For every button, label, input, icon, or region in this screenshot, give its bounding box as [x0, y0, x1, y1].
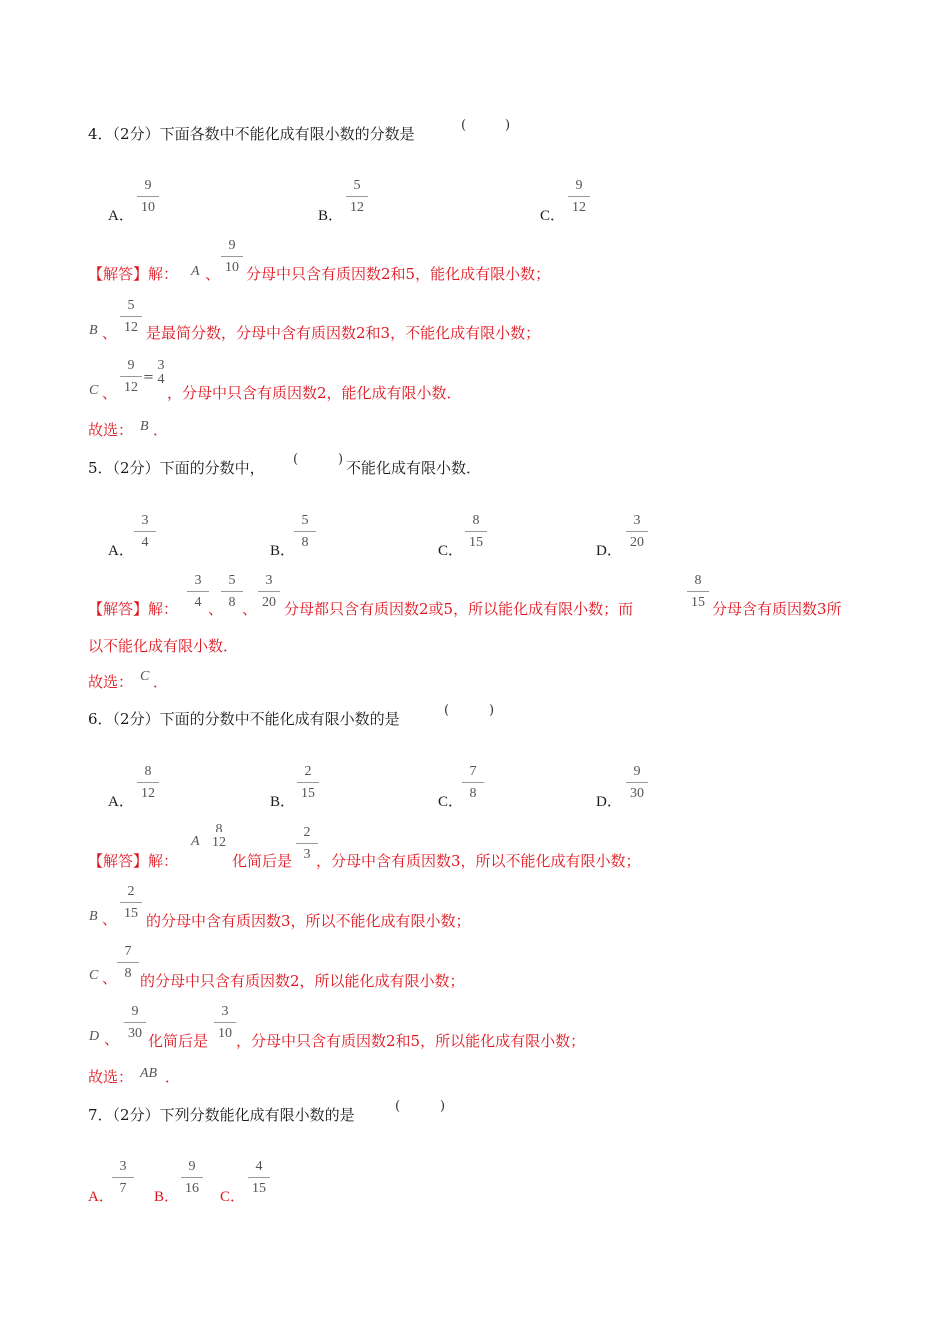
q6-option-d-fraction: $\frac{9}{30}$: [626, 764, 648, 802]
q6-sol-a-text-2: ，分母中含有质因数3，所以不能化成有限小数；: [316, 852, 641, 870]
q4-sol-c-fraction: $\frac{9}{12}$: [120, 358, 142, 396]
q6-sol-c-var: C: [89, 968, 99, 983]
q6-choose-answer: AB: [140, 1066, 158, 1081]
q4-sol-b-text: 是最简分数，分母中含有质因数2和3，不能化成有限小数；: [146, 324, 541, 342]
q6-option-a-fraction: $\frac{8}{12}$: [137, 764, 159, 802]
q5-option-c-label: C．: [438, 543, 464, 559]
q5-option-d-fraction: $\frac{3}{20}$: [626, 513, 648, 551]
q5-sol-fraction-2: $\frac{5}{8}$: [221, 573, 243, 611]
q4-option-b-fraction: $\frac{5}{12}$: [346, 178, 368, 216]
q5-stem-a: 5．（2分）下面的分数中，: [88, 459, 265, 477]
q4-sol-a-sep: 、: [205, 265, 221, 283]
q6-sol-d-var: D: [89, 1029, 100, 1044]
q7-option-a-fraction: $\frac{3}{7}$: [112, 1159, 134, 1197]
q6-sol-d-sep: 、: [104, 1030, 120, 1048]
q4-sol-c-sep: 、: [102, 384, 118, 402]
q6-sol-a-text-1: 化简后是: [232, 852, 293, 870]
q6-sol-b-text: 的分母中含有质因数3，所以不能化成有限小数；: [146, 912, 471, 930]
q7-option-c-label: C．: [220, 1189, 246, 1205]
q7-stem: 7．（2分）下列分数能化成有限小数的是: [88, 1106, 355, 1124]
q5-paren-open: (: [293, 452, 299, 467]
q6-sol-d-text-2: ，分母中只含有质因数2和5，所以能化成有限小数；: [236, 1032, 586, 1050]
q4-paren-close: ): [505, 118, 511, 133]
q7-paren-open: (: [395, 1099, 401, 1114]
q6-solution-prefix: 【解答】解：: [88, 852, 179, 870]
q6-choose-label: 故选：: [88, 1068, 134, 1086]
q5-sol-sep-1: 、: [208, 600, 224, 618]
q6-option-b-fraction: $\frac{2}{15}$: [297, 764, 319, 802]
q6-sol-c-sep: 、: [102, 969, 118, 987]
q4-sol-a-text: 分母中只含有质因数2和5，能化成有限小数；: [246, 265, 551, 283]
q7-option-c-fraction: $\frac{4}{15}$: [248, 1159, 270, 1197]
q5-choose-end: ．: [153, 673, 169, 691]
q4-sol-a-var: A: [191, 264, 200, 279]
q6-sol-a-fraction2: $\frac{2}{3}$: [296, 825, 318, 863]
q4-choose-answer: B: [140, 419, 149, 434]
q4-option-c-label: C．: [540, 208, 566, 224]
q4-stem: 4．（2分）下面各数中不能化成有限小数的分数是: [88, 125, 415, 143]
q4-option-b-label: B．: [318, 208, 344, 224]
q7-option-b-label: B．: [154, 1189, 180, 1205]
q4-choose-end: ．: [153, 421, 169, 439]
q6-paren-open: (: [444, 703, 450, 718]
q5-choose-label: 故选：: [88, 673, 134, 691]
q5-sol-fraction-1: $\frac{3}{4}$: [187, 573, 209, 611]
q5-sol-sep-2: 、: [242, 600, 258, 618]
q4-sol-c-text: ，分母中只含有质因数2，能化成有限小数．: [167, 384, 462, 402]
q5-option-d-label: D．: [596, 543, 622, 559]
q6-sol-b-var: B: [89, 909, 98, 924]
q4-option-a-label: A．: [108, 208, 134, 224]
q5-stem-b: 不能化成有限小数．: [346, 459, 482, 477]
q6-sol-c-fraction: $\frac{7}{8}$: [117, 944, 139, 982]
q6-sol-a-fraction: 8 12: [212, 822, 226, 850]
q5-option-a-label: A．: [108, 543, 134, 559]
q6-option-b-label: B．: [270, 794, 296, 810]
q6-sol-a-var: A: [191, 834, 200, 849]
q6-choose-end: ．: [165, 1068, 181, 1086]
q4-sol-c-equals: =: [143, 370, 154, 385]
q6-stem: 6．（2分）下面的分数中不能化成有限小数的是: [88, 710, 400, 728]
q6-sol-d-fraction2: $\frac{3}{10}$: [214, 1004, 236, 1042]
q6-sol-d-text-1: 化简后是: [148, 1032, 209, 1050]
q6-sol-c-text: 的分母中只含有质因数2，所以能化成有限小数；: [140, 972, 465, 990]
q5-choose-answer: C: [140, 669, 150, 684]
q6-paren-close: ): [489, 703, 495, 718]
q4-option-c-fraction: $\frac{9}{12}$: [568, 178, 590, 216]
q5-sol-fraction-3: $\frac{3}{20}$: [258, 573, 280, 611]
q5-option-b-fraction: $\frac{5}{8}$: [294, 513, 316, 551]
q5-sol-text-2: 分母含有质因数3所: [712, 600, 842, 618]
q7-paren-close: ): [440, 1099, 446, 1114]
q4-sol-b-sep: 、: [102, 324, 118, 342]
q4-option-a-fraction: $\frac{9}{10}$: [137, 178, 159, 216]
q6-option-d-label: D．: [596, 794, 622, 810]
q5-sol-text-1: 分母都只含有质因数2或5，所以能化成有限小数；而: [284, 600, 634, 618]
q5-sol-text-3: 以不能化成有限小数．: [88, 637, 239, 655]
q4-choose-label: 故选：: [88, 421, 134, 439]
q5-solution-prefix: 【解答】解：: [88, 600, 179, 618]
q4-sol-b-var: B: [89, 323, 98, 338]
q4-sol-b-fraction: $\frac{5}{12}$: [120, 298, 142, 336]
q4-sol-a-fraction: $\frac{9}{10}$: [221, 238, 243, 276]
q4-solution-prefix: 【解答】解：: [88, 265, 179, 283]
q5-option-c-fraction: $\frac{8}{15}$: [465, 513, 487, 551]
q6-sol-b-sep: 、: [102, 910, 118, 928]
q6-option-a-label: A．: [108, 794, 134, 810]
q4-sol-c-var: C: [89, 383, 99, 398]
q6-sol-d-fraction: $\frac{9}{30}$: [124, 1004, 146, 1042]
q6-option-c-fraction: $\frac{7}{8}$: [462, 764, 484, 802]
q4-paren-open: (: [461, 118, 467, 133]
q5-option-a-fraction: $\frac{3}{4}$: [134, 513, 156, 551]
q5-option-b-label: B．: [270, 543, 296, 559]
q6-option-c-label: C．: [438, 794, 464, 810]
q7-option-b-fraction: $\frac{9}{16}$: [181, 1159, 203, 1197]
q5-paren-close: ): [338, 452, 344, 467]
q5-sol-fraction-b: $\frac{8}{15}$: [687, 573, 709, 611]
q4-sol-c-fraction2: 3 4: [157, 358, 165, 387]
q7-option-a-label: A．: [88, 1189, 114, 1205]
q6-sol-b-fraction: $\frac{2}{15}$: [120, 884, 142, 922]
